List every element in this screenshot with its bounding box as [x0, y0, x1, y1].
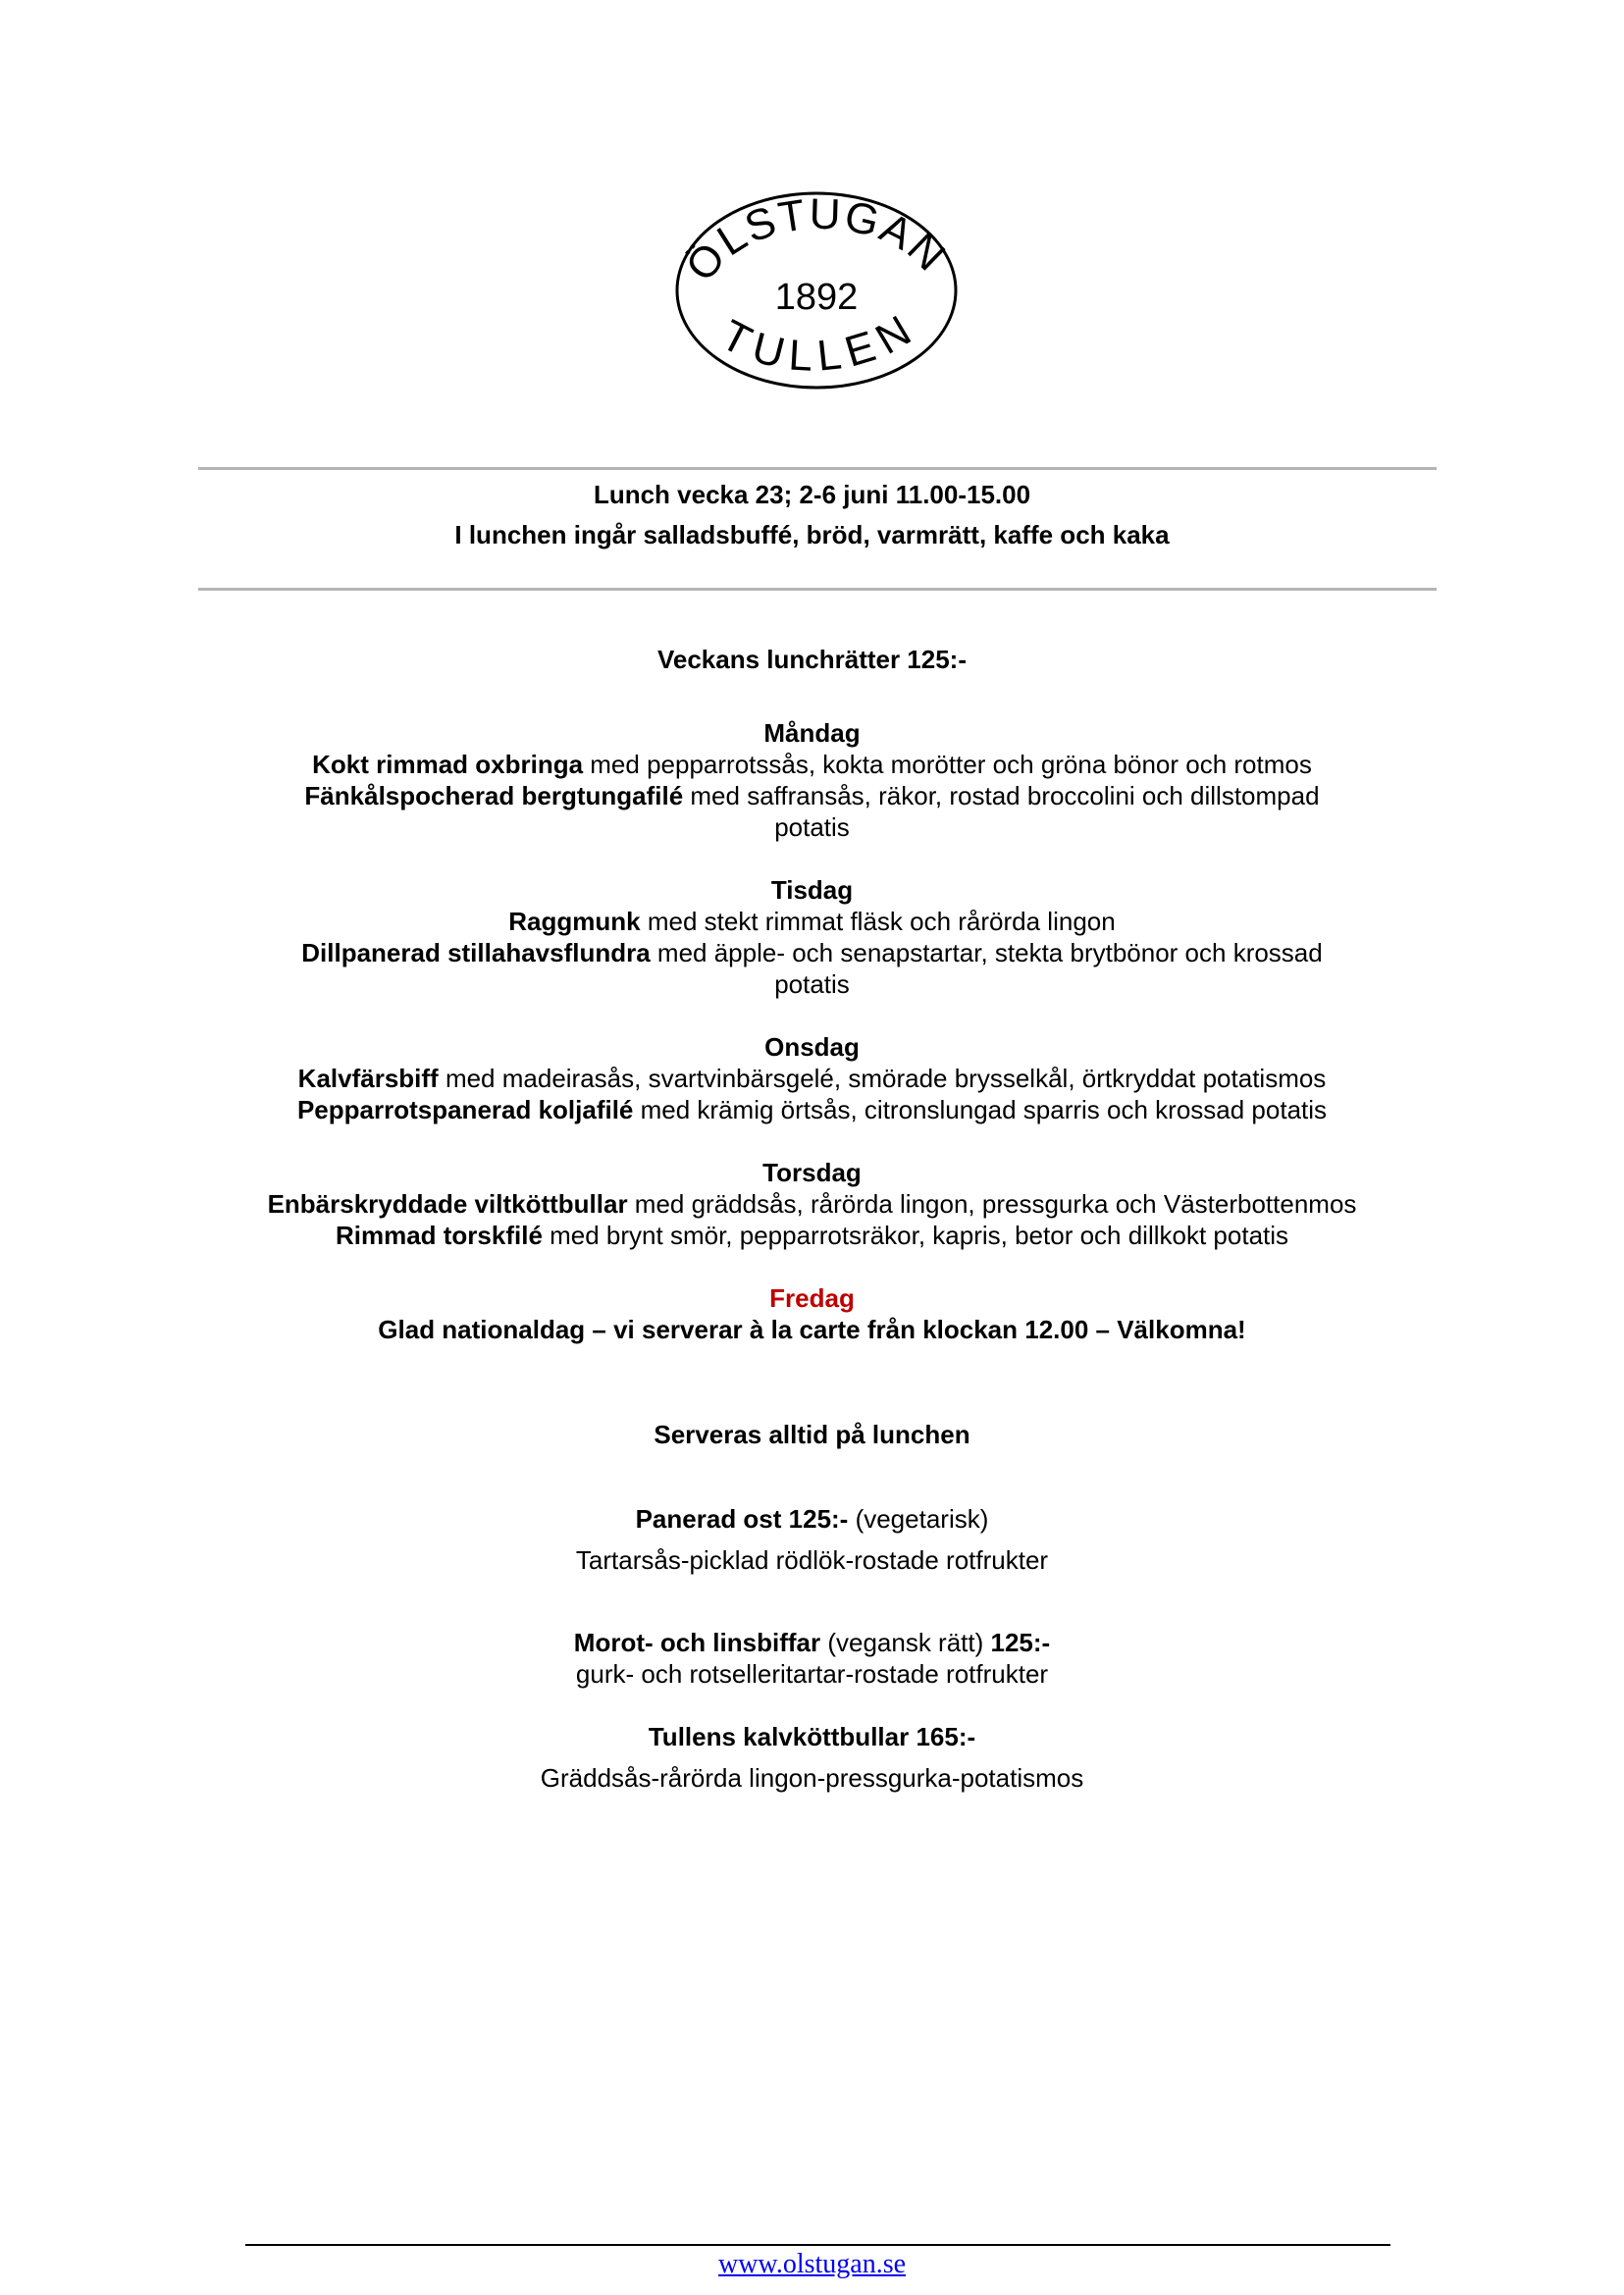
dish-description: med gräddsås, rårörda lingon, pressgurka och Västerbottenmos [627, 1189, 1357, 1219]
dish-tag: (vegetarisk) [848, 1504, 989, 1534]
dish-description: med brynt smör, pepparrotsräkor, kapris, betor och dillkokt potatis [542, 1221, 1289, 1250]
always-item-1 [147, 1503, 1477, 1535]
wednesday-dish-2 [147, 1094, 1477, 1125]
monday-dish-1 [147, 749, 1477, 780]
tuesday-dish-1 [147, 906, 1477, 937]
always-item-2-description: gurk- och rotselleritartar-rostade rotfrukter [575, 1659, 1049, 1689]
logo-arc-bottom-text: TULLEN [713, 305, 921, 381]
always-item-1-description: Tartarsås-picklad rödlök-rostade rotfrukter [575, 1545, 1049, 1575]
dish-name: Pepparrotspanerad koljafilé [296, 1095, 634, 1124]
always-served-title: Serveras alltid på lunchen [654, 1420, 970, 1449]
day-heading-wednesday: Onsdag [764, 1032, 860, 1062]
dish-description: med äpple- och senapstartar, stekta brytbönor och krossad [650, 938, 1323, 967]
dish-name: Kalvfärsbiff [297, 1064, 439, 1093]
header-top-rule [198, 467, 1437, 470]
monday-dish-2 [147, 780, 1477, 811]
day-heading-monday: Måndag [763, 718, 861, 748]
dish-description: med madeirasås, svartvinbärsgelé, smörade brysselkål, örtkryddat potatismos [438, 1064, 1327, 1093]
dish-description: med saffransås, räkor, rostad broccolini och dillstompad [683, 781, 1320, 810]
logo-arc-top-text: ÖLSTUGAN [676, 189, 956, 290]
thursday-dish-1 [147, 1188, 1477, 1220]
dish-name: Kokt rimmad oxbringa [312, 750, 584, 779]
dish-name: Enbärskryddade viltköttbullar [267, 1189, 628, 1219]
header-bottom-rule [198, 588, 1437, 591]
thursday-dish-2 [147, 1220, 1477, 1251]
friday-note: Glad nationaldag – vi serverar à la carte från klockan 12.00 – Välkomna! [378, 1315, 1246, 1344]
dish-tag: (vegansk rätt) [820, 1628, 991, 1657]
dish-description: med stekt rimmat fläsk och rårörda lingon [640, 907, 1116, 936]
day-heading-thursday: Torsdag [762, 1158, 862, 1187]
weekly-dishes-title: Veckans lunchrätter 125:- [656, 645, 968, 674]
lunch-week-heading: Lunch vecka 23; 2-6 juni 11.00-15.00 [593, 480, 1031, 509]
always-item-3-description: Gräddsås-rårörda lingon-pressgurka-potatismos [540, 1763, 1084, 1793]
dish-name: Dillpanerad stillahavsflundra [301, 938, 651, 967]
monday-dish-2-continued: potatis [774, 812, 850, 842]
day-heading-friday: Fredag [769, 1283, 855, 1313]
dish-description: med krämig örtsås, citronslungad sparris och krossad potatis [633, 1095, 1328, 1124]
tuesday-dish-2-continued: potatis [774, 969, 850, 999]
dish-name: Rimmad torskfilé [335, 1221, 543, 1250]
dish-name: Morot- och linsbiffar [573, 1628, 821, 1657]
logo-year: 1892 [774, 277, 859, 318]
tuesday-dish-2 [147, 937, 1477, 968]
lunch-included-text: I lunchen ingår salladsbuffé, bröd, varmrätt, kaffe och kaka [454, 520, 1170, 549]
dish-description: med pepparrotssås, kokta morötter och gröna bönor och rotmos [583, 750, 1312, 779]
day-heading-tuesday: Tisdag [770, 875, 854, 905]
dish-price: 125:- [990, 1628, 1051, 1657]
footer-rule [245, 2244, 1390, 2246]
always-item-3: Tullens kalvköttbullar 165:- [648, 1722, 976, 1751]
dish-name: Fänkålspocherad bergtungafilé [304, 781, 684, 810]
always-item-2 [147, 1627, 1477, 1658]
website-link[interactable]: www.olstugan.se [717, 2249, 907, 2279]
wednesday-dish-1 [147, 1063, 1477, 1094]
dish-name: Raggmunk [508, 907, 641, 936]
dish-name: Panerad ost 125:- [635, 1504, 849, 1534]
restaurant-logo [673, 186, 960, 394]
